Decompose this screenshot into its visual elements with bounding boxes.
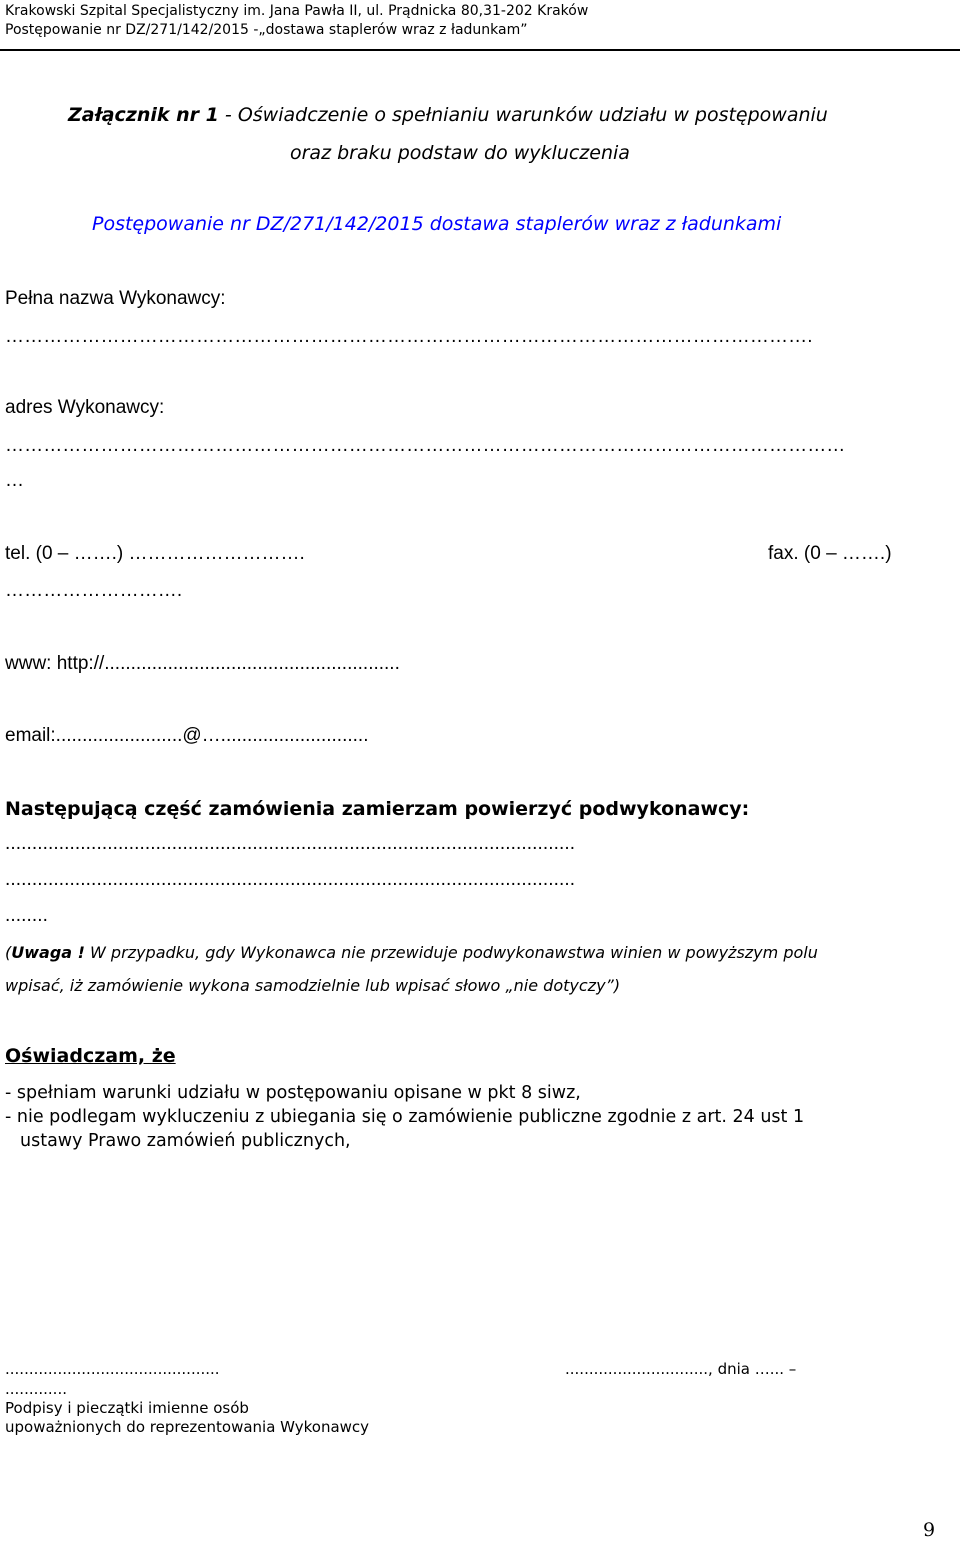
header-line-2: Postępowanie nr DZ/271/142/2015 -„dostawa staplerów wraz z ładunkam” <box>5 22 528 38</box>
note-text-line-1: W przypadku, gdy Wykonawca nie przewiduje podwykonawstwa winien w powyższym polu <box>84 943 818 962</box>
place-date-field: .............................., dnia …... – <box>565 1360 797 1378</box>
signature-caption-1: Podpisy i pieczątki imienne osób <box>5 1399 249 1417</box>
signature-dots-2: ............. <box>5 1380 67 1398</box>
contractor-address-field-2: … <box>5 470 25 491</box>
page-number: 9 <box>923 1519 936 1541</box>
note-open-paren: ( <box>5 943 12 962</box>
signature-caption-2: upoważnionych do reprezentowania Wykonawcy <box>5 1418 370 1436</box>
signature-dots: ............................................. <box>5 1360 220 1378</box>
phone-field: tel. (0 – …….) ………………………. <box>5 543 305 564</box>
website-field: www: http://........................................................ <box>5 653 400 674</box>
subcontract-field-1: .......................................................................................................... <box>5 833 576 854</box>
contractor-name-label: Pełna nazwa Wykonawcy: <box>5 288 226 309</box>
email-field: email:........................@…............................ <box>5 725 369 746</box>
subcontract-note <box>5 943 818 962</box>
subcontract-field-2: .......................................................................................................... <box>5 869 576 890</box>
title-rest: - Oświadczenie o spełnianiu warunków udziału w postępowaniu <box>218 104 828 126</box>
fax-number-field: ………………………. <box>5 580 183 601</box>
header-line-1: Krakowski Szpital Specjalistyczny im. Jana Pawła II, ul. Prądnicka 80,31-202 Kraków <box>5 3 589 19</box>
attachment-label: Załącznik nr 1 <box>68 104 219 126</box>
document-title <box>68 104 828 126</box>
note-warning: Uwaga ! <box>11 943 85 962</box>
subcontract-heading: Następującą część zamówienia zamierzam powierzyć podwykonawcy: <box>5 798 750 820</box>
declaration-item-2: - nie podlegam wykluczeniu z ubiegania się o zamówienie publiczne zgodnie z art. 24 ust 1 <box>5 1107 805 1127</box>
subcontract-field-3: ........ <box>5 905 49 926</box>
fax-field: fax. (0 – …….) <box>768 543 892 564</box>
contractor-name-field: ………………………………………………………………………………………………………………. <box>5 326 813 347</box>
header-divider <box>0 49 960 51</box>
note-text-line-2: wpisać, iż zamówienie wykona samodzielnie lub wpisać słowo „nie dotyczy”) <box>5 976 621 995</box>
declaration-item-2-cont: ustawy Prawo zamówień publicznych, <box>20 1131 351 1151</box>
procedure-reference: Postępowanie nr DZ/271/142/2015 dostawa staplerów wraz z ładunkami <box>92 213 782 235</box>
document-title-line-2: oraz braku podstaw do wykluczenia <box>290 142 630 164</box>
declaration-heading: Oświadczam, że <box>5 1045 176 1067</box>
declaration-item-1: - spełniam warunki udziału w postępowaniu opisane w pkt 8 siwz, <box>5 1083 581 1103</box>
contractor-address-label: adres Wykonawcy: <box>5 397 165 418</box>
contractor-address-field: …………………………………………………………………………………………………………………… <box>5 435 846 456</box>
